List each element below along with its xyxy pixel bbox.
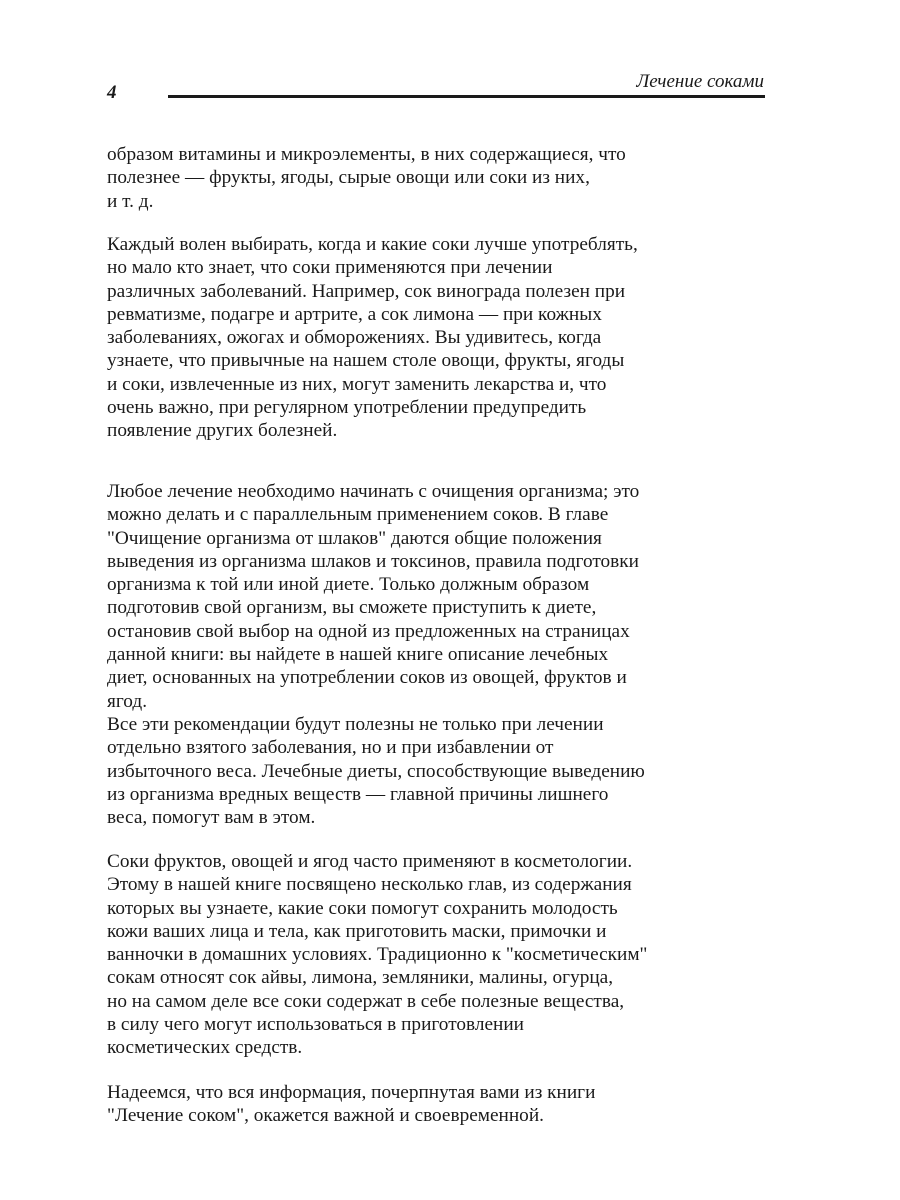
page-number: 4	[107, 82, 117, 103]
text-line: ревматизме, подагре и артрите, а сок лимона — при кожных	[107, 303, 602, 325]
text-line: веса, помогут вам в этом.	[107, 807, 316, 829]
text-line: подготовив свой организм, вы сможете приступить к диете,	[107, 597, 597, 619]
text-line: и соки, извлеченные из них, могут заменить лекарства и, что	[107, 373, 607, 395]
text-line: Этому в нашей книге посвящено несколько глав, из содержания	[107, 874, 632, 896]
paragraph	[107, 713, 645, 829]
text-line: избыточного веса. Лечебные диеты, способствующие выведению	[107, 760, 645, 782]
text-line: можно делать и с параллельным применением соков. В главе	[107, 504, 609, 526]
text-line: данной книги: вы найдете в нашей книге описание лечебных	[107, 644, 609, 666]
text-line: косметических средств.	[107, 1037, 303, 1059]
text-line: полезнее — фрукты, ягоды, сырые овощи или соки из них,	[107, 167, 590, 189]
text-line: появление других болезней.	[107, 420, 338, 442]
paragraph	[107, 1081, 595, 1128]
text-line: остановив свой выбор на одной из предложенных на страницах	[107, 620, 630, 642]
text-line: и т. д.	[107, 190, 154, 212]
text-line: которых вы узнаете, какие соки помогут сохранить молодость	[107, 897, 618, 919]
paragraph	[107, 143, 626, 213]
text-line: Соки фруктов, овощей и ягод часто применяют в косметологии.	[107, 851, 633, 872]
text-line: Все эти рекомендации будут полезны не только при лечении	[107, 714, 604, 735]
text-line: организма к той или иной диете. Только должным образом	[107, 574, 590, 596]
text-line: сокам относят сок айвы, лимона, земляники, малины, огурца,	[107, 967, 614, 989]
header-rule	[168, 95, 765, 98]
running-title: Лечение соками	[636, 71, 764, 92]
text-line: "Лечение соком", окажется важной и своевременной.	[107, 1105, 544, 1127]
text-line: заболеваниях, ожогах и обморожениях. Вы удивитесь, когда	[107, 327, 602, 349]
text-line: узнаете, что привычные на нашем столе овощи, фрукты, ягоды	[107, 350, 625, 372]
text-line: из организма вредных веществ — главной причины лишнего	[107, 783, 609, 805]
text-line: отдельно взятого заболевания, но и при избавлении от	[107, 737, 554, 759]
text-line: "Очищение организма от шлаков" даются общие положения	[107, 527, 602, 549]
text-line: диет, основанных на употреблении соков из овощей, фруктов и	[107, 667, 627, 689]
text-line: но на самом деле все соки содержат в себе полезные вещества,	[107, 990, 625, 1012]
text-line: Любое лечение необходимо начинать с очищения организма; это	[107, 481, 640, 502]
text-line: ванночки в домашних условиях. Традиционно к "косметическим"	[107, 944, 648, 966]
paragraph	[107, 850, 647, 1060]
text-line: выведения из организма шлаков и токсинов, правила подготовки	[107, 550, 639, 572]
text-line: различных заболеваний. Например, сок винограда полезен при	[107, 280, 626, 302]
paragraph	[107, 480, 639, 713]
paragraph	[107, 233, 638, 443]
text-line: образом витамины и микроэлементы, в них содержащиеся, что	[107, 144, 626, 165]
text-line: Надеемся, что вся информация, почерпнутая вами из книги	[107, 1082, 596, 1103]
text-line: Каждый волен выбирать, когда и какие соки лучше употреблять,	[107, 234, 638, 255]
text-line: очень важно, при регулярном употреблении предупредить	[107, 397, 587, 419]
text-line: но мало кто знает, что соки применяются при лечении	[107, 257, 553, 279]
text-line: ягод.	[107, 690, 148, 712]
text-line: кожи ваших лица и тела, как приготовить маски, примочки и	[107, 920, 607, 942]
text-line: в силу чего могут использоваться в приготовлении	[107, 1014, 524, 1036]
